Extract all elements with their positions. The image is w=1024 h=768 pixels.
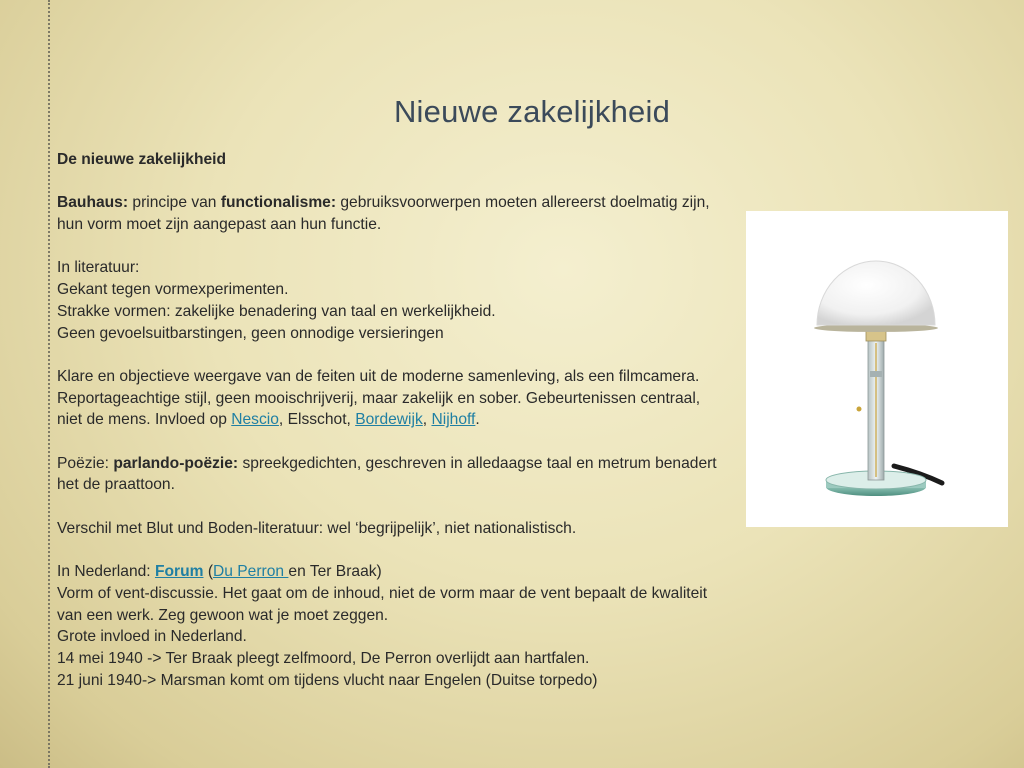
bauhaus-paragraph xyxy=(57,192,725,235)
nijhoff-link[interactable]: Nijhoff xyxy=(431,411,476,429)
objective-separator: , xyxy=(422,411,432,429)
du-perron-link[interactable]: Du Perron xyxy=(213,563,289,581)
netherlands-detail: 14 mei 1940 -> Ter Braak pleegt zelfmoord, De Perron overlijdt aan hartfalen. xyxy=(57,650,590,668)
slide-body xyxy=(57,149,725,691)
poetry-label: Poëzie: xyxy=(57,454,114,472)
poetry-text: spreekgedichten, geschreven in alledaagse taal en metrum benadert het de praattoon. xyxy=(57,454,717,494)
nescio-link[interactable]: Nescio xyxy=(231,411,279,429)
objective-end: . xyxy=(475,411,480,429)
netherlands-prefix: In Nederland: xyxy=(57,563,155,581)
open-paren: ( xyxy=(203,563,214,581)
parlando-term: parlando-poëzie: xyxy=(113,454,239,472)
objective-text: Klare en objectieve weergave van de feiten uit de moderne samenleving, als een filmcamera. Reportageachtige stijl, geen mooischrijverij, maar zakelijk en sober. Gebeurtenissen centraal, niet de mens. Invloed op xyxy=(57,367,701,429)
netherlands-suffix: en Ter Braak) xyxy=(288,563,382,581)
poetry-paragraph xyxy=(57,453,725,496)
objective-separator: , Elsschot, xyxy=(278,411,356,429)
forum-link[interactable]: Forum xyxy=(154,563,204,581)
slide-title: Nieuwe zakelijkheid xyxy=(393,94,671,129)
netherlands-line xyxy=(57,561,725,583)
objective-paragraph xyxy=(57,366,725,431)
verschil-paragraph: Verschil met Blut und Boden-literatuur: wel ‘begrijpelijk’, niet nationalistisch. xyxy=(57,519,577,537)
lamp-illustration xyxy=(746,211,1008,527)
literature-line: Geen gevoelsuitbarstingen, geen onnodige versieringen xyxy=(57,324,444,342)
section-heading: De nieuwe zakelijkheid xyxy=(57,151,226,168)
netherlands-detail: 21 juni 1940-> Marsman komt om tijdens vlucht naar Engelen (Duitse torpedo) xyxy=(57,671,598,689)
bordewijk-link[interactable]: Bordewijk xyxy=(355,411,423,429)
bauhaus-text-1: principe van xyxy=(128,194,221,212)
functionalism-term: functionalisme: xyxy=(220,194,337,212)
bauhaus-label: Bauhaus: xyxy=(57,194,129,212)
netherlands-detail: Grote invloed in Nederland. xyxy=(57,628,247,646)
wagenfeld-lamp-image xyxy=(746,211,1008,527)
literature-line: In literatuur: xyxy=(57,259,140,277)
bauhaus-text-2: gebruiksvoorwerpen moeten allereerst doelmatig zijn, hun vorm moet zijn aangepast aan hun functie. xyxy=(57,194,710,234)
literature-line: Gekant tegen vormexperimenten. xyxy=(57,281,289,299)
netherlands-detail: Vorm of vent-discussie. Het gaat om de inhoud, niet de vorm maar de vent bepaalt de kwaliteit van een werk. Zeg gewoon wat je moet zeggen. xyxy=(57,584,708,624)
literature-line: Strakke vormen: zakelijke benadering van taal en werkelijkheid. xyxy=(57,302,496,320)
